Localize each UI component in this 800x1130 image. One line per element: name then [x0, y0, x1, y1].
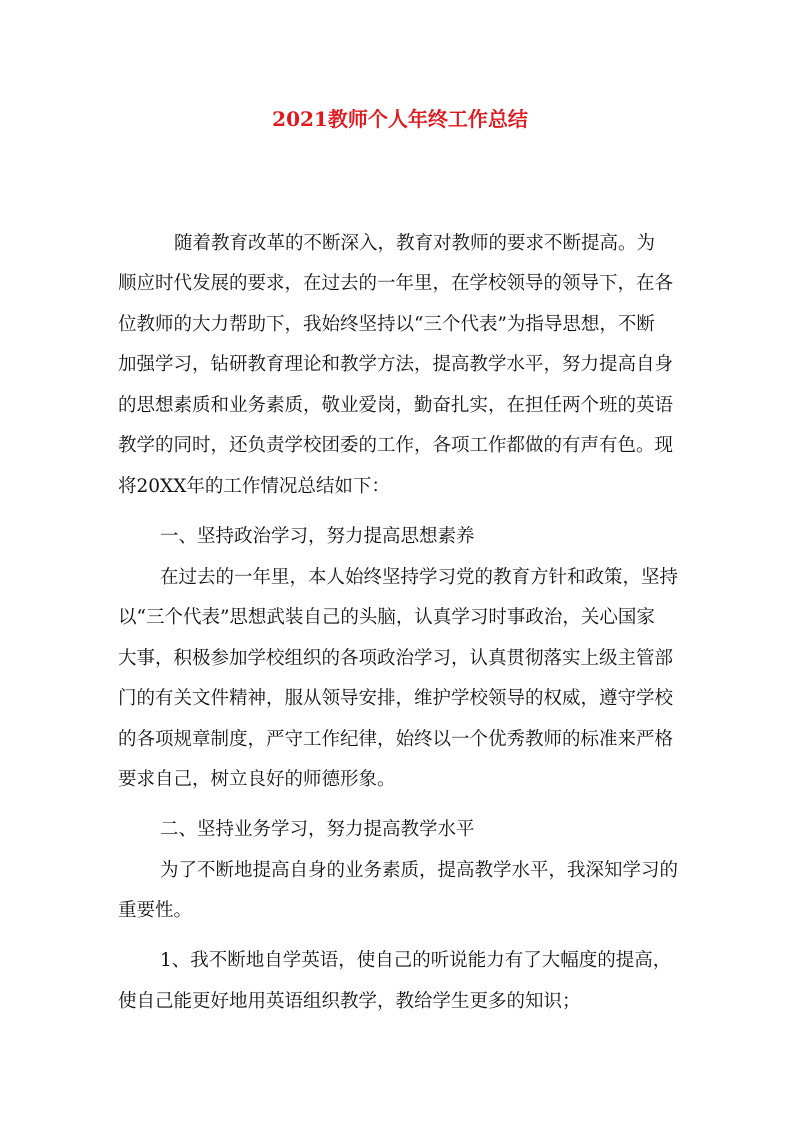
body-line: 位教师的大力帮助下，我始终坚持以“三个代表”为指导思想，不断 [118, 314, 655, 335]
body-line: 使自己能更好地用英语组织教学，教给学生更多的知识； [118, 991, 581, 1012]
body-line: 为了不断地提高自身的业务素质，提高教学水平，我深知学习的 [160, 860, 679, 881]
document-title: 2021教师个人年终工作总结 [272, 107, 528, 131]
body-line: 教学的同时，还负责学校团委的工作，各项工作都做的有声有色。现 [118, 435, 674, 456]
section-heading: 一、坚持政治学习，努力提高思想素养 [160, 526, 475, 547]
body-line: 的各项规章制度，严守工作纪律，始终以一个优秀教师的标准来严格 [118, 729, 674, 750]
body-line: 大事，积极参加学校组织的各项政治学习，认真贯彻落实上级主管部 [118, 648, 674, 669]
body-line: 要求自己，树立良好的师德形象。 [118, 769, 396, 790]
body-line: 随着教育改革的不断深入，教育对教师的要求不断提高。为 [174, 233, 656, 254]
body-line: 顺应时代发展的要求，在过去的一年里，在学校领导的领导下，在各 [118, 273, 674, 294]
body-line: 门的有关文件精神，服从领导安排，维护学校领导的权威，遵守学校 [118, 688, 674, 709]
body-line: 加强学习，钻研教育理论和教学方法，提高教学水平，努力提高自身 [118, 354, 674, 375]
section-heading: 二、坚持业务学习，努力提高教学水平 [160, 819, 475, 840]
body-line: 将20XX年的工作情况总结如下： [118, 476, 390, 497]
body-line: 的思想素质和业务素质，敬业爱岗，勤奋扎实，在担任两个班的英语 [118, 395, 674, 416]
body-line: 在过去的一年里，本人始终坚持学习党的教育方针和政策，坚持 [160, 567, 679, 588]
body-line: 1、我不断地自学英语，使自己的听说能力有了大幅度的提高， [160, 950, 672, 971]
body-line: 重要性。 [118, 900, 193, 921]
body-line: 以“三个代表”思想武装自己的头脑，认真学习时事政治，关心国家 [118, 607, 655, 628]
